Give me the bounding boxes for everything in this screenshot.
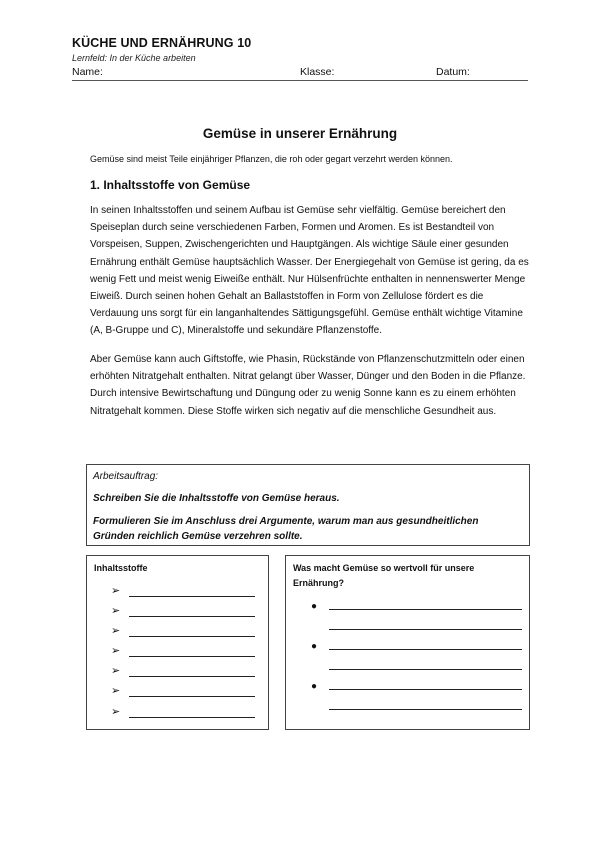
header-title: KÜCHE UND ERNÄHRUNG 10: [72, 36, 252, 50]
answer-line[interactable]: [129, 696, 255, 697]
wertvoll-title: Was macht Gemüse so wertvoll für unsere Ernährung?: [293, 563, 475, 588]
header-subtitle: Lernfeld: In der Küche arbeiten: [72, 53, 196, 63]
klasse-label: Klasse:: [300, 66, 335, 78]
answer-line[interactable]: [129, 717, 255, 718]
bullet-icon: ●: [311, 641, 318, 652]
answer-line[interactable]: [329, 669, 522, 670]
answer-line[interactable]: [329, 709, 522, 710]
bullet-icon: ●: [311, 681, 318, 692]
inhaltsstoffe-title: Inhaltsstoffe: [94, 563, 148, 573]
answer-line[interactable]: [129, 616, 255, 617]
arrow-bullet-icon: ➢: [111, 685, 121, 697]
answer-line[interactable]: [329, 609, 522, 610]
answer-line[interactable]: [129, 636, 255, 637]
answer-line[interactable]: [329, 629, 522, 630]
name-label: Name:: [72, 66, 103, 78]
wertvoll-box: [285, 555, 530, 730]
intro-text: Gemüse sind meist Teile einjähriger Pflanzen, die roh oder gegart verzehrt werden können.: [90, 154, 453, 164]
task-line-1: Schreiben Sie die Inhaltsstoffe von Gemüse heraus.: [93, 493, 340, 504]
arrow-bullet-icon: ➢: [111, 645, 121, 657]
answer-line[interactable]: [129, 596, 255, 597]
arrow-bullet-icon: ➢: [111, 706, 121, 718]
arrow-bullet-icon: ➢: [111, 605, 121, 617]
answer-line[interactable]: [329, 649, 522, 650]
header-fields-line: [72, 66, 528, 81]
inhaltsstoffe-box: [86, 555, 269, 730]
task-box: [86, 464, 530, 546]
answer-line[interactable]: [329, 689, 522, 690]
arrow-bullet-icon: ➢: [111, 625, 121, 637]
task-line-2: Formulieren Sie im Anschluss drei Argumente, warum man aus gesundheitlichen Gründen reichlich Gemüse verzehren sollte.: [93, 516, 479, 542]
paragraph-1: In seinen Inhaltsstoffen und seinem Aufbau ist Gemüse sehr vielfältig. Gemüse bereichert den Speiseplan durch seine verschiedenen Farben, Formen und Aromen. Es ist Bestandteil von Vorspeisen, Suppen, Zwischengerichten und Hauptgängen. Als wichtige Säule einer gesunden Ernährung enthält Gemüse hauptsächlich Wasser. Der Energiegehalt von Gemüse ist gering, da es wenig Fett und meist wenig Eiweiße enthält. Nur Hülsenfrüchte enthalten in nennenswerter Menge Eiweiß. Durch seinen hohen Gehalt an Ballaststoffen in Form von Zellulose fördert es die Verdauung uns sorgt für ein langanhaltendes Sättigungsgefühl. Gemüse enthält wichtige Vitamine (A, B-Gruppe und C), Mineralstoffe und sekundäre Pflanzenstoffe.: [90, 205, 529, 337]
section-heading: 1. Inhaltsstoffe von Gemüse: [90, 178, 251, 192]
arrow-bullet-icon: ➢: [111, 585, 121, 597]
bullet-icon: ●: [311, 601, 318, 612]
answer-line[interactable]: [129, 676, 255, 677]
datum-label: Datum:: [436, 66, 470, 78]
document-title: Gemüse in unserer Ernährung: [202, 126, 398, 141]
paragraph-2: Aber Gemüse kann auch Giftstoffe, wie Phasin, Rückstände von Pflanzenschutzmitteln oder einen erhöhten Nitratgehalt enthalten. Nitrat gelangt über Wasser, Dünger und den Boden in die Pflanze. Durch intensive Bewirtschaftung und Düngung oder zu wenig Sonne kann es zu einem erhöhten Nitratgehalt kommen. Diese Stoffe wirken sich negativ auf die menschliche Gesundheit aus.: [90, 354, 526, 417]
answer-line[interactable]: [129, 656, 255, 657]
arrow-bullet-icon: ➢: [111, 665, 121, 677]
task-label: Arbeitsauftrag:: [93, 471, 159, 482]
